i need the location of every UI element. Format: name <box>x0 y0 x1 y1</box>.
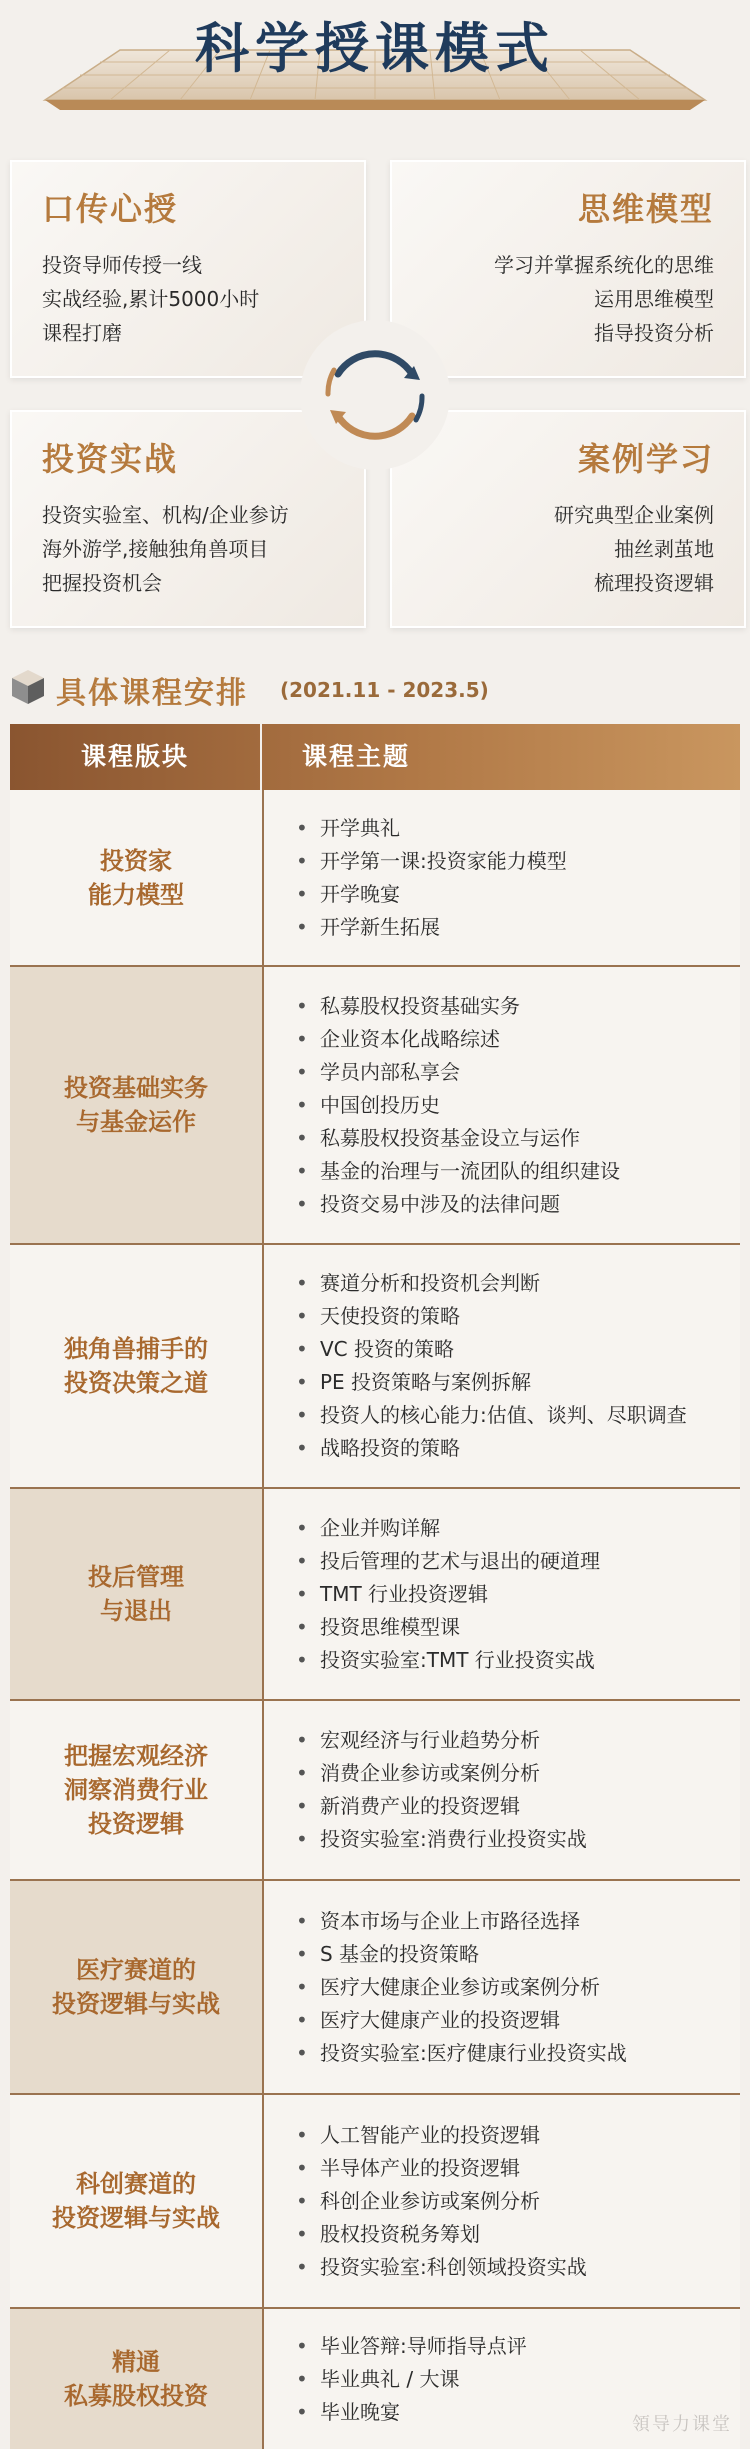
table-header <box>10 724 740 790</box>
topic-item: • 中国创投历史 <box>264 1089 740 1122</box>
module-line: 把握宏观经济 <box>64 1742 208 1770</box>
mode-card-description <box>42 248 259 350</box>
topic-item: • S 基金的投资策略 <box>264 1938 740 1971</box>
topic-list <box>262 1701 740 1879</box>
mode-card-case-study <box>390 410 746 628</box>
topic-item: • 股权投资税务筹划 <box>264 2218 740 2251</box>
watermark: 領导力课堂 <box>632 2414 732 2435</box>
mode-card-thinking-model <box>390 160 746 378</box>
table-row <box>10 967 740 1245</box>
topic-item: • 开学晚宴 <box>264 878 740 911</box>
mode-card-line: 投资实验室、机构/企业参访 <box>42 503 289 527</box>
topic-item: • 战略投资的策略 <box>264 1432 740 1465</box>
topic-item: • 企业并购详解 <box>264 1512 740 1545</box>
mode-card-line: 课程打磨 <box>42 321 122 345</box>
mode-card-line: 海外游学,接触独角兽项目 <box>42 537 269 561</box>
topic-item: • 新消费产业的投资逻辑 <box>264 1790 740 1823</box>
module-cell <box>10 1881 262 2093</box>
cube-icon <box>10 668 46 706</box>
table-row <box>10 1701 740 1881</box>
topic-list <box>262 1881 740 2093</box>
topic-list <box>262 967 740 1243</box>
module-line: 精通 <box>112 2348 160 2376</box>
module-line: 医疗赛道的 <box>76 1956 196 1984</box>
module-line: 能力模型 <box>88 880 184 909</box>
table-row <box>10 1245 740 1489</box>
module-cell <box>10 1245 262 1487</box>
topic-item: • 赛道分析和投资机会判断 <box>264 1267 740 1300</box>
table-row <box>10 1881 740 2095</box>
module-cell <box>10 790 262 965</box>
topic-item: • 医疗大健康产业的投资逻辑 <box>264 2004 740 2037</box>
topic-item: • 开学典礼 <box>264 812 740 845</box>
mode-card-line: 研究典型企业案例 <box>554 503 714 527</box>
module-line: 与退出 <box>100 1597 172 1625</box>
module-cell <box>10 2309 262 2449</box>
topic-item: • 半导体产业的投资逻辑 <box>264 2152 740 2185</box>
module-cell <box>10 2095 262 2307</box>
topic-item: • 投资实验室:TMT 行业投资实战 <box>264 1644 740 1677</box>
module-line: 洞察消费行业 <box>64 1776 208 1804</box>
module-line: 投后管理 <box>88 1563 184 1591</box>
table-row <box>10 2309 740 2449</box>
topic-item: • 科创企业参访或案例分析 <box>264 2185 740 2218</box>
schedule-period: (2021.11 - 2023.5) <box>280 678 489 702</box>
module-line: 投资逻辑与实战 <box>52 2204 220 2232</box>
topic-item: • 投资实验室:医疗健康行业投资实战 <box>264 2037 740 2070</box>
mode-card-description <box>494 248 714 350</box>
topic-list <box>262 1489 740 1699</box>
module-cell <box>10 1701 262 1879</box>
table-row <box>10 1489 740 1701</box>
topic-list <box>262 2095 740 2307</box>
cycle-arrows-icon <box>308 328 442 462</box>
page-title: 科学授课模式 <box>195 17 555 80</box>
mode-card-line: 把握投资机会 <box>42 571 162 595</box>
topic-item: • 毕业答辩:导师指导点评 <box>264 2330 740 2363</box>
module-cell <box>10 1489 262 1699</box>
module-line: 投资基础实务 <box>64 1074 208 1102</box>
topic-item: • 资本市场与企业上市路径选择 <box>264 1905 740 1938</box>
column-header-module: 课程版块 <box>10 724 262 790</box>
topic-item: • 投资人的核心能力:估值、谈判、尽职调查 <box>264 1399 740 1432</box>
module-line: 私募股权投资 <box>64 2382 208 2410</box>
mode-card-line: 运用思维模型 <box>594 287 714 311</box>
topic-item: • 基金的治理与一流团队的组织建设 <box>264 1155 740 1188</box>
topic-item: • 私募股权投资基金设立与运作 <box>264 1122 740 1155</box>
topic-item: • 开学第一课:投资家能力模型 <box>264 845 740 878</box>
mode-card-line: 实战经验,累计5000小时 <box>42 287 260 311</box>
topic-item: • 投资思维模型课 <box>264 1611 740 1644</box>
topic-list <box>262 790 740 965</box>
topic-item: • 学员内部私享会 <box>264 1056 740 1089</box>
topic-item: • TMT 行业投资逻辑 <box>264 1578 740 1611</box>
mode-card-line: 抽丝剥茧地 <box>614 537 714 561</box>
topic-item: • 投资实验室:科创领域投资实战 <box>264 2251 740 2284</box>
topic-item: • 毕业典礼 / 大课 <box>264 2363 740 2396</box>
mode-card-line: 指导投资分析 <box>594 321 714 345</box>
module-line: 科创赛道的 <box>76 2170 196 2198</box>
module-line: 投资逻辑 <box>88 1810 184 1838</box>
hero-banner <box>0 0 750 140</box>
mode-card-line: 投资导师传授一线 <box>42 253 202 277</box>
table-row <box>10 2095 740 2309</box>
mode-card-description <box>554 498 714 600</box>
topic-item: • 消费企业参访或案例分析 <box>264 1757 740 1790</box>
topic-item: • 毕业晚宴 <box>264 2396 740 2429</box>
module-line: 与基金运作 <box>76 1108 196 1136</box>
topic-list <box>262 1245 740 1487</box>
schedule-table <box>10 724 740 2449</box>
topic-item: • 医疗大健康企业参访或案例分析 <box>264 1971 740 2004</box>
topic-item: • 投后管理的艺术与退出的硬道理 <box>264 1545 740 1578</box>
column-header-topic: 课程主题 <box>302 742 411 771</box>
module-line: 投资家 <box>100 846 172 875</box>
topic-item: • VC 投资的策略 <box>264 1333 740 1366</box>
topic-item: • 私募股权投资基础实务 <box>264 990 740 1023</box>
table-row <box>10 790 740 967</box>
module-line: 投资决策之道 <box>64 1369 208 1397</box>
mode-card-line: 学习并掌握系统化的思维 <box>494 253 714 277</box>
topic-item: • 天使投资的策略 <box>264 1300 740 1333</box>
topic-item: • 宏观经济与行业趋势分析 <box>264 1724 740 1757</box>
mode-card-line: 梳理投资逻辑 <box>594 571 714 595</box>
topic-item: • 投资实验室:消费行业投资实战 <box>264 1823 740 1856</box>
topic-item: • 投资交易中涉及的法律问题 <box>264 1188 740 1221</box>
topic-item: • PE 投资策略与案例拆解 <box>264 1366 740 1399</box>
schedule-heading <box>10 664 740 714</box>
mode-card-description <box>42 498 289 600</box>
mode-card-title: 案例学习 <box>577 440 714 478</box>
topic-item: • 人工智能产业的投资逻辑 <box>264 2119 740 2152</box>
mode-card-title: 思维模型 <box>577 190 714 228</box>
module-cell <box>10 967 262 1243</box>
mode-card-title: 投资实战 <box>42 440 179 478</box>
topic-item: • 开学新生拓展 <box>264 911 740 944</box>
module-line: 独角兽捕手的 <box>64 1335 208 1363</box>
topic-item: • 企业资本化战略综述 <box>264 1023 740 1056</box>
schedule-title: 具体课程安排 <box>56 676 248 711</box>
mode-card-title: 口传心授 <box>42 190 179 228</box>
module-line: 投资逻辑与实战 <box>52 1990 220 2018</box>
